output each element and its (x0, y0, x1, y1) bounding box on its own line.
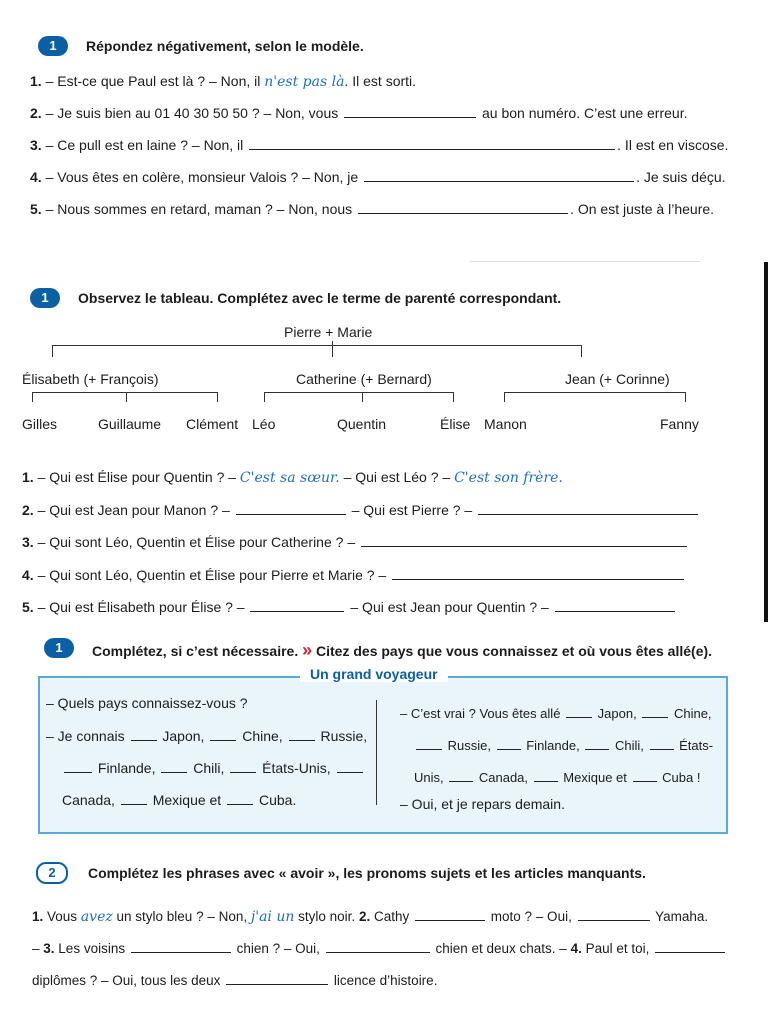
tree-line (504, 392, 686, 393)
question-text: Paul et toi, (585, 941, 650, 956)
double-arrow-icon: » (302, 640, 313, 660)
dialogue-text: Unis, (414, 770, 444, 785)
question-text: – Qui est Léo ? – (343, 469, 451, 485)
page-edge-bar (764, 262, 768, 622)
question-text: – Qui est Pierre ? – (351, 502, 473, 518)
question-number: 4. (570, 941, 582, 956)
question-text: Yamaha. (655, 909, 709, 924)
question-text: . Il est en viscose. (617, 137, 729, 153)
answer-blank[interactable] (585, 737, 609, 750)
dialogue-text: Cuba ! (662, 770, 701, 785)
tree-line (52, 345, 53, 357)
dialogue-text: Mexique et (563, 770, 627, 785)
question-line (22, 534, 689, 550)
question-line (22, 469, 563, 486)
question-number: 3. (30, 137, 42, 153)
dialogue-text: Chili, (193, 760, 225, 776)
question-line (30, 137, 728, 153)
handwritten-answer: C'est sa sœur. (239, 470, 340, 486)
dialogue-text: Chili, (614, 738, 644, 753)
question-text: un stylo bleu ? – Non, (116, 909, 248, 924)
dialogue-text: – Je connais (46, 728, 125, 744)
handwritten-answer: avez (80, 909, 113, 925)
tree-child: Gilles (22, 416, 58, 432)
question-text: chien et deux chats. – (435, 941, 567, 956)
tree-child: Guillaume (98, 416, 162, 432)
question-text: – Qui est Élise pour Quentin ? – (37, 469, 237, 485)
exercise-number-badge: 1 (30, 288, 60, 308)
dialogue-text: Chine, (673, 706, 712, 721)
answer-blank[interactable] (64, 760, 92, 773)
question-number: 5. (30, 201, 42, 217)
question-number: 2. (30, 105, 42, 121)
divider (470, 261, 700, 262)
answer-blank[interactable] (392, 567, 684, 580)
question-number: 4. (22, 567, 34, 583)
tree-line (32, 392, 33, 402)
answer-blank[interactable] (534, 769, 558, 782)
answer-blank[interactable] (289, 728, 315, 741)
answer-blank[interactable] (364, 169, 634, 182)
dialogue-line: – Oui, et je repars demain. (400, 796, 565, 812)
question-text: licence d’histoire. (333, 973, 438, 988)
answer-blank[interactable] (650, 737, 674, 750)
answer-blank[interactable] (337, 760, 363, 773)
dialogue-text: Japon, (162, 728, 205, 744)
tree-child: Quentin (337, 416, 387, 432)
exercise-number-badge: 1 (44, 638, 74, 658)
tree-line (264, 392, 454, 393)
tree-parent: Élisabeth (+ François) (22, 371, 159, 387)
answer-blank[interactable] (236, 502, 346, 515)
tree-child: Fanny (660, 416, 699, 432)
tree-root: Pierre + Marie (284, 324, 373, 340)
question-line (30, 105, 687, 121)
exercise-number-badge: 2 (36, 862, 68, 884)
instruction-text: Complétez, si c’est nécessaire. (92, 643, 299, 659)
question-text: . On est juste à l’heure. (570, 201, 715, 217)
answer-blank[interactable] (449, 769, 473, 782)
answer-blank[interactable] (161, 760, 187, 773)
dialogue-line (62, 792, 296, 808)
answer-blank[interactable] (131, 940, 231, 953)
question-text: – Qui est Élisabeth pour Élise ? – (37, 599, 245, 615)
answer-blank[interactable] (578, 908, 650, 921)
exercise-line (32, 908, 708, 925)
dialogue-line: – Quels pays connaissez-vous ? (46, 695, 248, 711)
answer-blank[interactable] (497, 737, 521, 750)
question-text: Les voisins (58, 941, 126, 956)
answer-blank[interactable] (566, 705, 592, 718)
answer-blank[interactable] (210, 728, 236, 741)
question-number: 4. (30, 169, 42, 185)
dialogue-title: Un grand voyageur (300, 666, 448, 682)
question-line (30, 201, 714, 217)
question-text: – Vous êtes en colère, monsieur Valois ? – Non, je (45, 169, 359, 185)
answer-blank[interactable] (358, 201, 568, 214)
answer-blank[interactable] (416, 737, 442, 750)
tree-line (264, 392, 265, 402)
dialogue-line (400, 705, 712, 721)
dialogue-text: – C’est vrai ? Vous êtes allé (400, 706, 561, 721)
tree-child: Élise (440, 416, 471, 432)
question-text: – Qui sont Léo, Quentin et Élise pour Catherine ? – (37, 534, 356, 550)
tree-line (217, 392, 218, 402)
tree-parent: Catherine (+ Bernard) (296, 371, 432, 387)
dialogue-text: États-Unis, (262, 760, 331, 776)
question-text: diplômes ? – Oui, tous les deux (32, 973, 221, 988)
question-number: 2. (358, 909, 371, 924)
dialogue-line (414, 769, 700, 785)
question-text: stylo noir. (298, 909, 356, 924)
tree-line (685, 392, 686, 402)
answer-blank[interactable] (633, 769, 657, 782)
answer-blank[interactable] (415, 908, 485, 921)
question-line (22, 567, 686, 583)
dialogue-text: Cuba. (258, 792, 297, 808)
tree-line (453, 392, 454, 402)
question-text: – Nous sommes en retard, maman ? – Non, nous (45, 201, 353, 217)
answer-blank[interactable] (478, 502, 698, 515)
question-number: 2. (22, 502, 34, 518)
question-text: – Je suis bien au 01 40 30 50 50 ? – Non, vous (45, 105, 339, 121)
tree-line (332, 345, 333, 357)
answer-blank[interactable] (655, 940, 725, 953)
tree-line (581, 345, 582, 357)
question-text: – Est-ce que Paul est là ? – Non, il (45, 73, 261, 89)
dialogue-line (46, 728, 367, 744)
question-text: – (32, 941, 44, 956)
handwritten-answer: C'est son frère. (454, 470, 563, 486)
exercise-line (32, 940, 727, 956)
tree-line (52, 345, 582, 346)
question-number: 1. (32, 909, 44, 924)
dialogue-text: Russie, (447, 738, 491, 753)
answer-blank[interactable] (249, 137, 615, 150)
answer-blank[interactable] (230, 760, 256, 773)
tree-line (126, 392, 127, 402)
tree-line (504, 392, 505, 402)
exercise-title: Complétez les phrases avec « avoir », les pronoms sujets et les articles manquants. (88, 865, 646, 881)
question-text: au bon numéro. C’est une erreur. (482, 105, 688, 121)
question-text: chien ? – Oui, (236, 941, 320, 956)
answer-blank[interactable] (361, 534, 687, 547)
question-text: – Ce pull est en laine ? – Non, il (45, 137, 244, 153)
tree-child: Manon (484, 416, 527, 432)
question-text: – Qui est Jean pour Manon ? – (37, 502, 230, 518)
question-text: . Il est sorti. (344, 73, 417, 89)
dialogue-text: Canada, (478, 770, 529, 785)
dialogue-text: Japon, (597, 706, 637, 721)
handwritten-answer: n'est pas là (264, 74, 345, 90)
question-text: . Je suis déçu. (636, 169, 726, 185)
dialogue-text: Russie, (320, 728, 368, 744)
answer-blank[interactable] (121, 792, 147, 805)
exercise-number-badge: 1 (38, 36, 68, 56)
tree-line (32, 392, 218, 393)
dialogue-text: Finlande, (97, 760, 156, 776)
exercise-title: Observez le tableau. Complétez avec le terme de parenté correspondant. (78, 290, 562, 306)
question-line (22, 502, 700, 518)
answer-blank[interactable] (227, 792, 253, 805)
tree-line (362, 392, 363, 402)
answer-blank[interactable] (226, 972, 328, 985)
dialogue-text: Mexique et (152, 792, 222, 808)
question-line (22, 599, 677, 615)
question-number: 5. (22, 599, 34, 615)
dialogue-text: Finlande, (526, 738, 580, 753)
question-line (30, 73, 416, 90)
column-divider (376, 700, 377, 805)
question-line (30, 169, 726, 185)
question-text: Vous (47, 909, 78, 924)
dialogue-text: Chine, (242, 728, 283, 744)
dialogue-line (414, 737, 713, 753)
exercise-line (32, 972, 437, 988)
exercise-title: Répondez négativement, selon le modèle. (86, 38, 364, 54)
answer-blank[interactable] (555, 599, 675, 612)
question-text: Cathy (373, 909, 410, 924)
dialogue-text: Canada, (62, 792, 115, 808)
dialogue-line (62, 760, 365, 776)
handwritten-answer: j'ai un (250, 909, 295, 925)
answer-blank[interactable] (344, 105, 476, 118)
question-text: moto ? – Oui, (490, 909, 572, 924)
answer-blank[interactable] (250, 599, 344, 612)
question-number: 1. (22, 469, 34, 485)
answer-blank[interactable] (131, 728, 157, 741)
tree-child: Léo (252, 416, 276, 432)
question-number: 3. (22, 534, 34, 550)
instruction-text: Citez des pays que vous connaissez et où vous êtes allé(e). (316, 643, 713, 659)
question-number: 1. (30, 73, 42, 89)
dialogue-text: États- (679, 738, 714, 753)
answer-blank[interactable] (642, 705, 668, 718)
tree-child: Clément (186, 416, 239, 432)
question-number: 3. (43, 941, 55, 956)
answer-blank[interactable] (326, 940, 430, 953)
question-text: – Qui est Jean pour Quentin ? – (350, 599, 549, 615)
exercise-title (92, 640, 712, 661)
tree-parent: Jean (+ Corinne) (565, 371, 670, 387)
question-text: – Qui sont Léo, Quentin et Élise pour Pierre et Marie ? – (37, 567, 387, 583)
